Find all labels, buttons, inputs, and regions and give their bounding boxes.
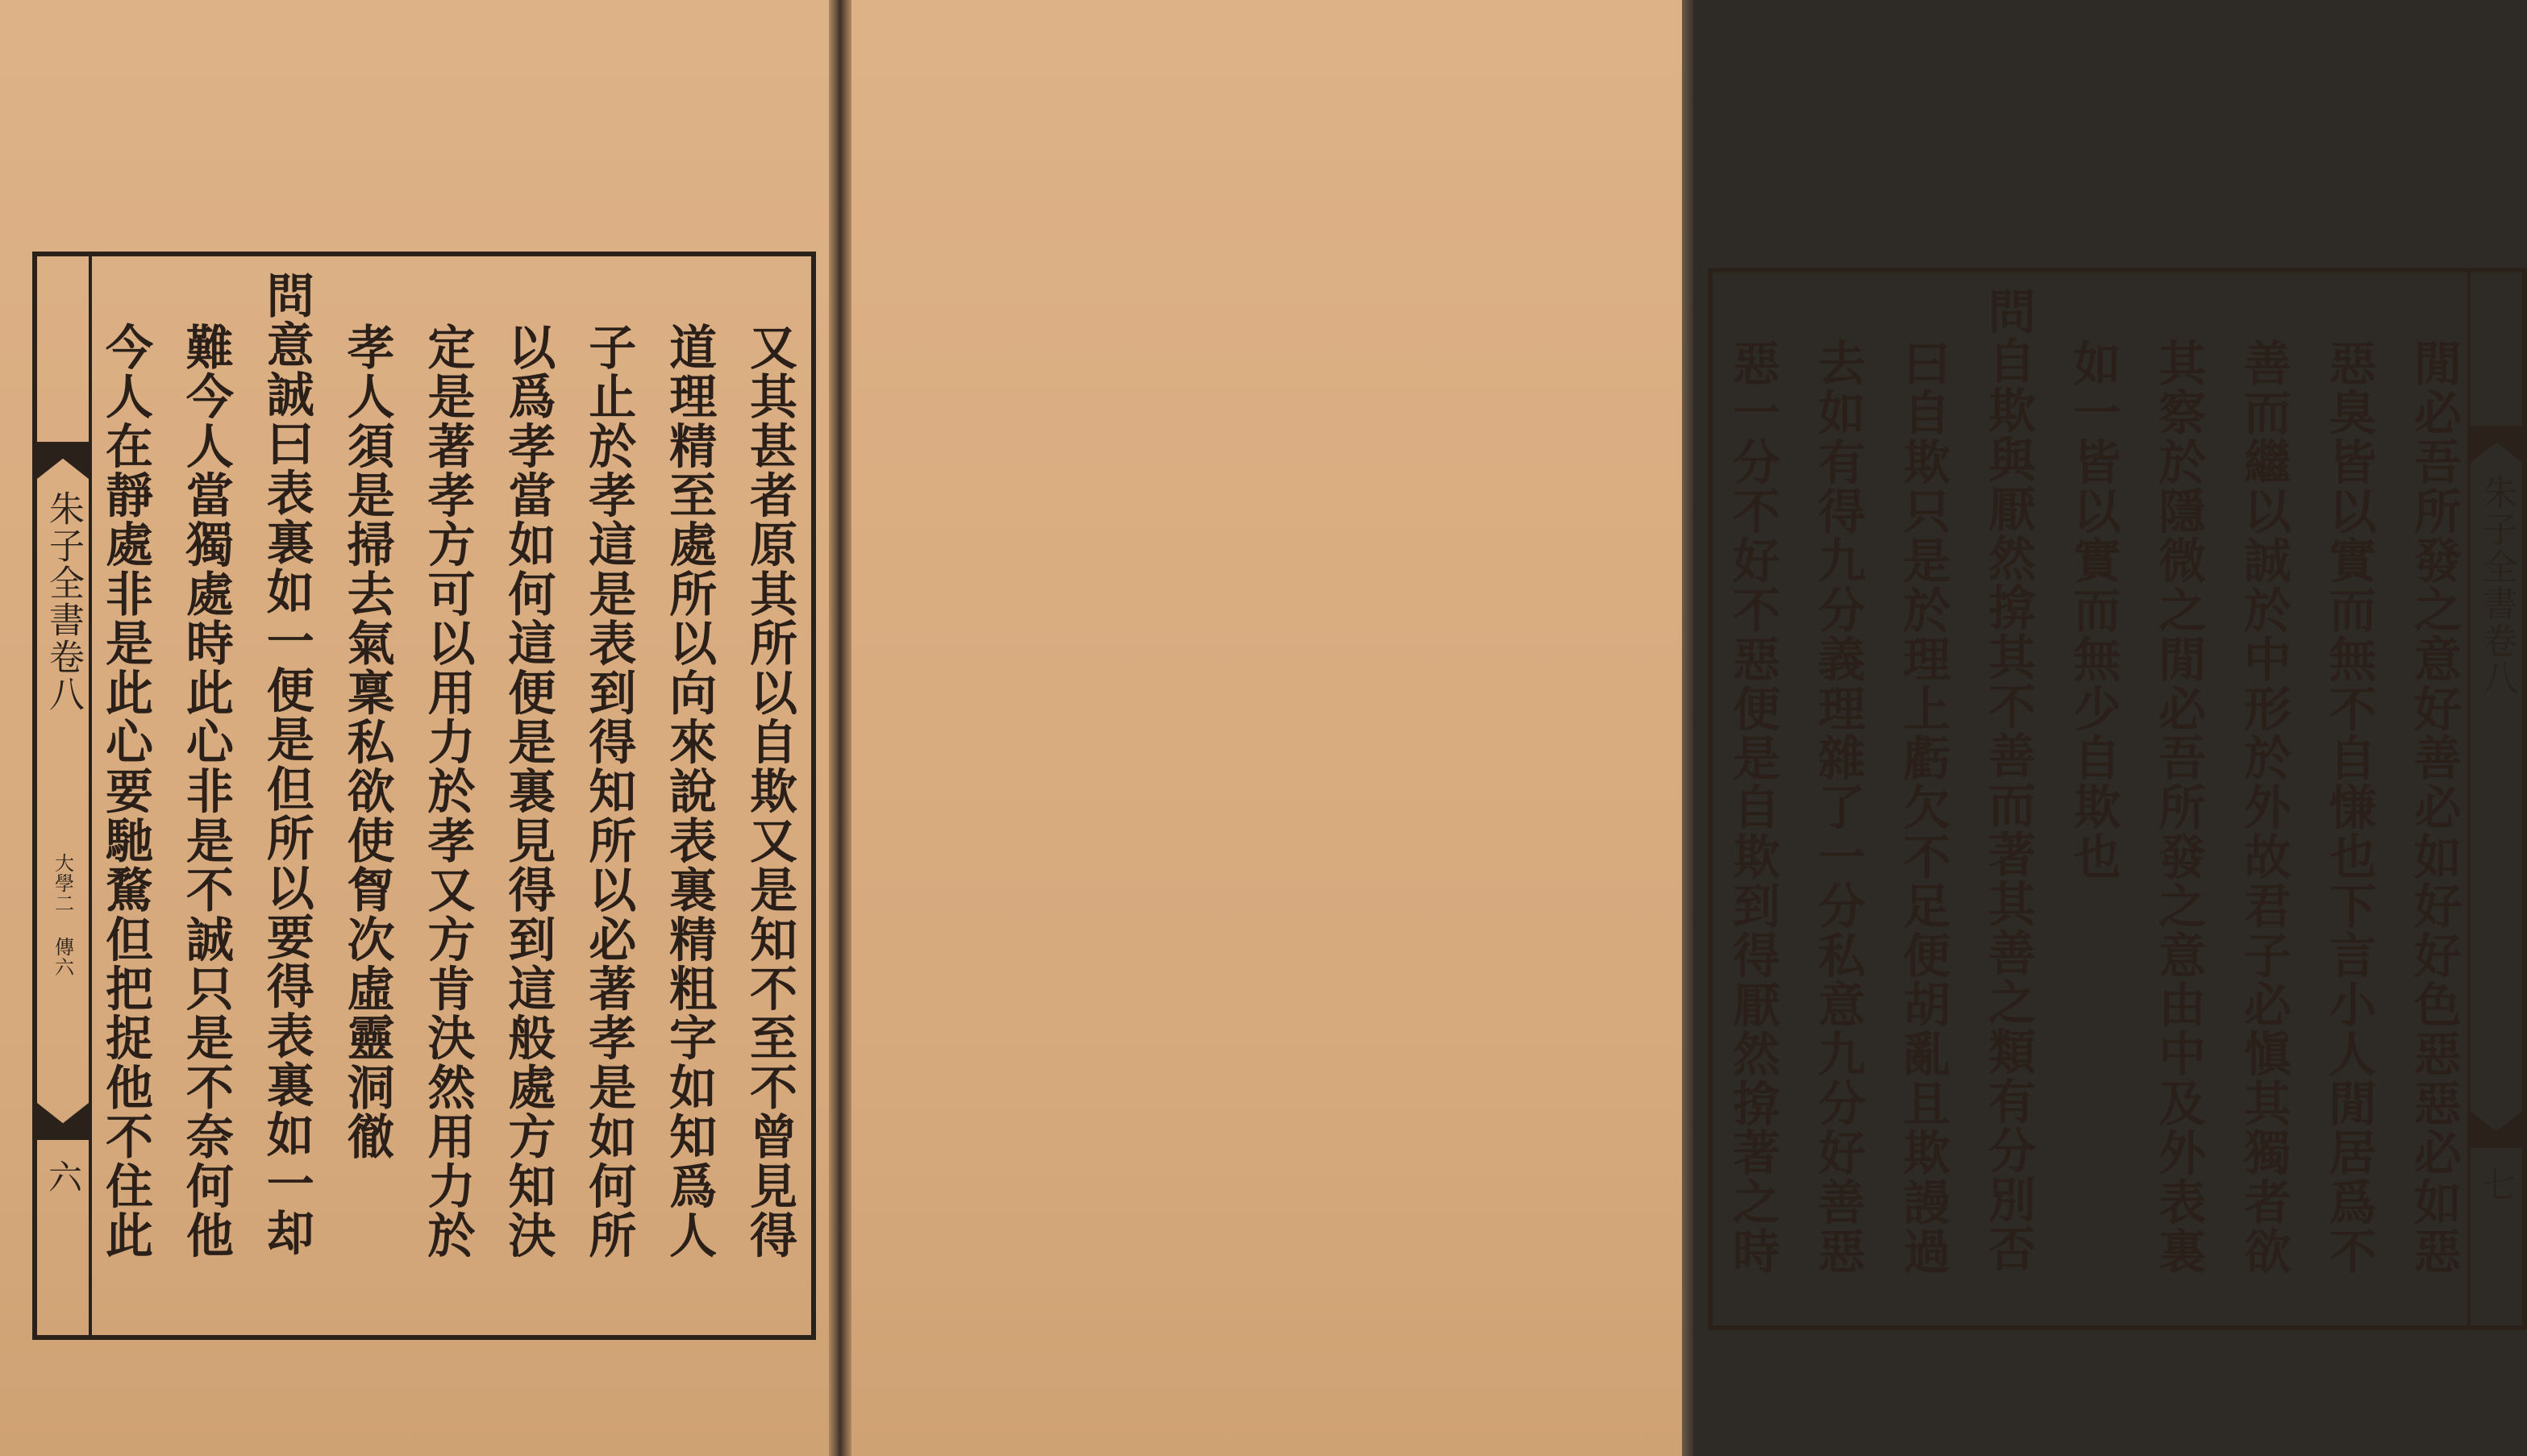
upper-fishtail-mark bbox=[2471, 426, 2522, 463]
right-page-border-frame bbox=[1708, 268, 2527, 1330]
lower-fishtail-mark bbox=[37, 1103, 89, 1140]
book-spine-gutter bbox=[829, 0, 851, 1456]
lower-fishtail-mark bbox=[2471, 1111, 2522, 1148]
banxin-page-number: 七 bbox=[2477, 1167, 2517, 1201]
left-page-text-block bbox=[98, 271, 797, 1321]
text-column: 善而繼以誠於中形於外故君子必愼其獨者欲 bbox=[2235, 339, 2292, 1276]
text-column: 道理精至處所以向來說表裏精粗字如知爲人 bbox=[661, 322, 718, 1260]
text-column: 又其甚者原其所以自欺又是知不至不曾見得 bbox=[742, 322, 797, 1260]
text-column: 子止於孝這是表到得知所以必著孝是如何所 bbox=[581, 322, 637, 1260]
text-column: 去如有得九分義理雜了一分私意九分好善惡 bbox=[1809, 339, 1866, 1276]
text-column: 問自欺與厭然揜其不善而著其善之類有分別否 bbox=[1980, 287, 2036, 1274]
banxin-book-title: 朱子全書卷八 bbox=[43, 490, 84, 713]
right-page-banxin bbox=[2467, 272, 2522, 1325]
right-page-text-block bbox=[1725, 287, 2462, 1311]
upper-fishtail-mark bbox=[37, 442, 89, 479]
right-page bbox=[851, 0, 2517, 1456]
text-column: 如一皆以實而無少自欺也 bbox=[2065, 339, 2121, 882]
text-column: 今人在靜處非是此心要馳騖但把捉他不住此 bbox=[98, 322, 153, 1260]
text-column: 其察於隱微之閒必吾所發之意由中及外表裏 bbox=[2150, 339, 2207, 1276]
text-column: 問意誠曰表裏如一便是但所以要得表裏如一却 bbox=[258, 271, 314, 1258]
text-column: 曰自欺只是於理上虧欠不足便胡亂且欺謾過 bbox=[1895, 339, 1951, 1276]
text-column: 惡臭皆以實而無不自慊也下言小人閒居爲不 bbox=[2321, 339, 2377, 1276]
banxin-section-label: 大學二 傳六 bbox=[51, 853, 74, 977]
text-column: 定是著孝方可以用力於孝又方肯決然用力於 bbox=[419, 322, 476, 1260]
left-page-border-frame bbox=[32, 252, 816, 1340]
banxin-book-title: 朱子全書卷八 bbox=[2476, 474, 2517, 697]
banxin-page-number: 六 bbox=[44, 1159, 83, 1193]
text-column: 難今人當獨處時此心非是不誠只是不奈何他 bbox=[177, 322, 234, 1260]
left-page-banxin bbox=[37, 256, 92, 1335]
page-edge-shadow bbox=[1682, 0, 1693, 1456]
left-page bbox=[0, 0, 829, 1456]
text-column: 惡一分不好不惡便是自欺到得厭然揜著之時 bbox=[1725, 339, 1780, 1276]
text-column: 閒必吾所發之意好善必如好好色惡惡必如惡 bbox=[2406, 339, 2462, 1276]
text-column: 以爲孝當如何這便是裏見得到這般處方知決 bbox=[500, 322, 556, 1260]
text-column: 孝人須是掃去氣稟私欲使胷次虛靈洞徹 bbox=[339, 322, 395, 1162]
